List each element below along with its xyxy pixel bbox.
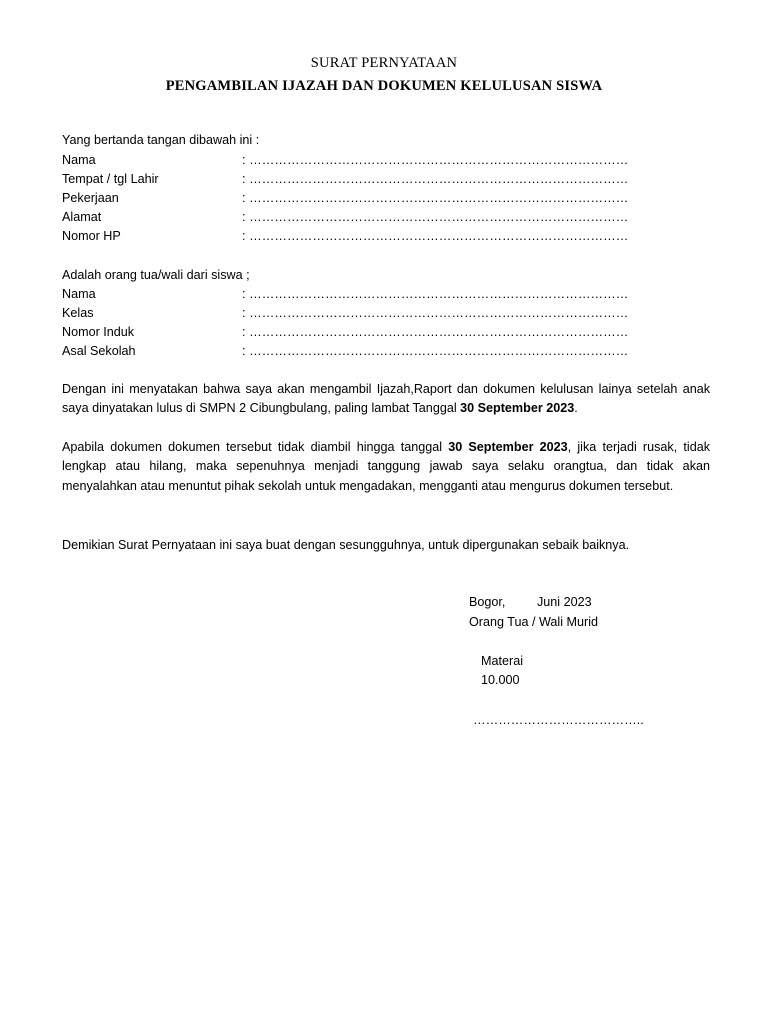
parent-address-field[interactable]: : ……………………………………………………………………………… xyxy=(242,210,629,224)
student-school-label: Asal Sekolah xyxy=(62,344,136,358)
parent-job-label: Pekerjaan xyxy=(62,191,119,205)
closing-paragraph: Demikian Surat Pernyataan ini saya buat dengan sesungguhnya, untuk dipergunakan sebaik baiknya. xyxy=(62,538,630,552)
parent-address-label: Alamat xyxy=(62,210,102,224)
statement-paragraph xyxy=(62,380,710,419)
liability-text-start: Apabila dokumen dokumen tersebut tidak diambil hingga tanggal xyxy=(62,440,449,454)
liability-paragraph xyxy=(62,438,710,496)
statement-text: Dengan ini menyatakan bahwa saya akan mengambil Ijazah,Raport dan dokumen kelulusan lainya setelah anak saya dinyatakan lulus di SMPN 2 Cibungbulang, paling lambat Tanggal xyxy=(62,382,710,416)
materai-value: 10.000 xyxy=(481,673,520,687)
student-class-label: Kelas xyxy=(62,306,94,320)
materai-label: Materai xyxy=(481,654,523,668)
student-name-field[interactable]: : ……………………………………………………………………………… xyxy=(242,287,629,301)
parent-name-label: Nama xyxy=(62,153,96,167)
statement-end: . xyxy=(574,401,578,416)
deadline-date: 30 September 2023 xyxy=(460,401,575,416)
student-intro-text: Adalah orang tua/wali dari siswa ; xyxy=(62,268,250,282)
parent-birth-field[interactable]: : ……………………………………………………………………………… xyxy=(242,172,629,186)
signature-line[interactable]: ………………………………….. xyxy=(473,713,644,727)
parent-phone-label: Nomor HP xyxy=(62,229,121,243)
signature-city: Bogor, xyxy=(469,595,506,609)
signature-date: Juni 2023 xyxy=(537,595,592,609)
student-school-field[interactable]: : ……………………………………………………………………………… xyxy=(242,344,629,358)
student-id-field[interactable]: : ……………………………………………………………………………… xyxy=(242,325,629,339)
signature-role: Orang Tua / Wali Murid xyxy=(469,615,599,629)
parent-job-field[interactable]: : ……………………………………………………………………………… xyxy=(242,191,629,205)
liability-deadline-date: 30 September 2023 xyxy=(448,440,568,454)
parent-phone-field[interactable]: : ……………………………………………………………………………… xyxy=(242,229,629,243)
parent-name-field[interactable]: : ……………………………………………………………………………… xyxy=(242,153,629,167)
intro-text: Yang bertanda tangan dibawah ini : xyxy=(62,133,260,147)
student-id-label: Nomor Induk xyxy=(62,325,135,339)
liability-text-end: , jika terjadi rusak, tidak lengkap atau hilang, maka sepenuhnya menjadi tanggung jawab saya selaku orangtua, dan tidak akan menyalahkan atau menuntut pihak sekolah untuk mengadakan, mengganti atau mengurus dokumen tersebut. xyxy=(62,440,710,493)
student-class-field[interactable]: : ……………………………………………………………………………… xyxy=(242,306,629,320)
student-name-label: Nama xyxy=(62,287,96,301)
document-title: SURAT PERNYATAAN xyxy=(310,55,458,71)
parent-birth-label: Tempat / tgl Lahir xyxy=(62,172,159,186)
document-subtitle: PENGAMBILAN IJAZAH DAN DOKUMEN KELULUSAN SISWA xyxy=(165,78,603,94)
